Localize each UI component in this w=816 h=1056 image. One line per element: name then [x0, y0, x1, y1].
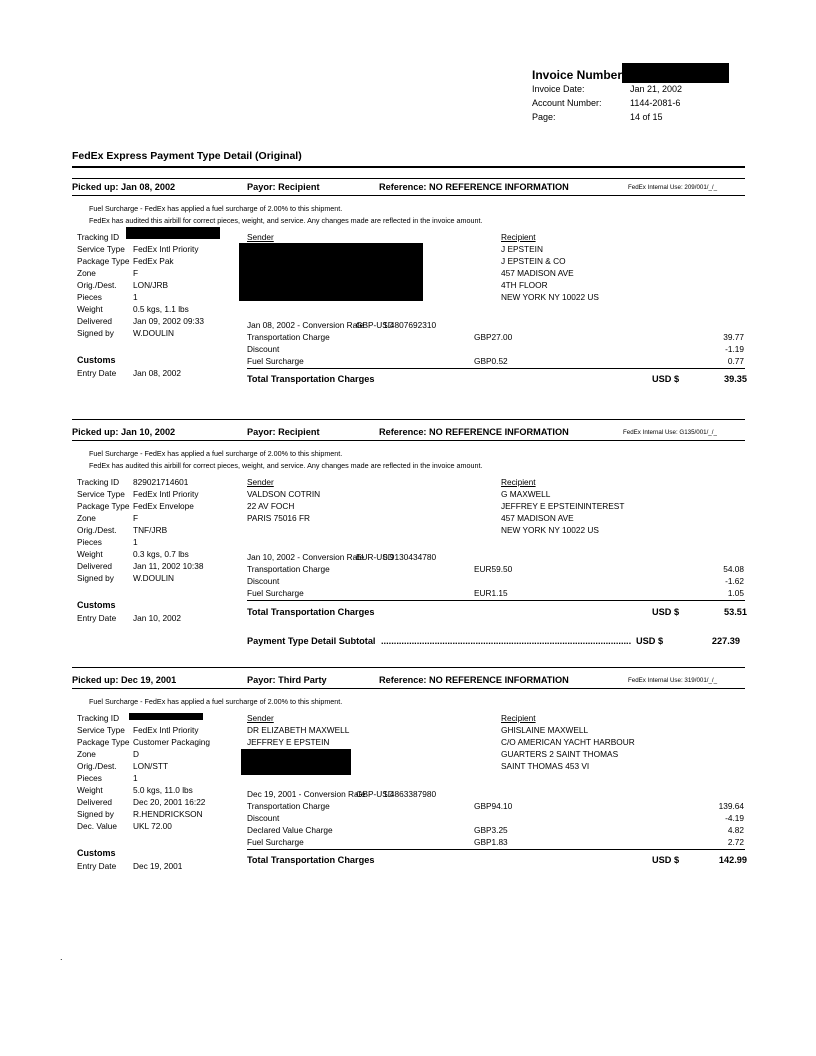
section-header-rule [72, 440, 745, 441]
service-label: Service Type [77, 244, 125, 254]
tracking-id: 829021714601 [133, 477, 189, 487]
discount-label: Discount [247, 576, 280, 586]
conversion-label: Jan 08, 2002 - Conversion Rate [247, 320, 365, 330]
pieces-label: Pieces [77, 537, 102, 547]
discount-usd: -1.62 [725, 576, 744, 586]
conversion-currency: GBP-USD [356, 320, 394, 330]
signed-by: R.HENDRICKSON [133, 809, 203, 819]
total-currency: USD $ [652, 607, 680, 617]
payor: Payor: Third Party [247, 675, 327, 685]
total-rule [247, 600, 745, 601]
note-fuel: Fuel Surcharge - FedEx has applied a fuel surcharge of 2.00% to this shipment. [89, 697, 343, 706]
sender-line: 22 AV FOCH [247, 501, 295, 511]
subtotal-label: Payment Type Detail Subtotal [247, 636, 376, 646]
recipient-line: 457 MADISON AVE [501, 268, 574, 278]
pieces: 1 [133, 537, 138, 547]
page-number: 14 of 15 [630, 112, 663, 122]
conversion-currency: GBP-USD [356, 789, 394, 799]
total-amount: 39.35 [724, 374, 747, 384]
recipient-line: 4TH FLOOR [501, 280, 548, 290]
service-type: FedEx Intl Priority [133, 244, 199, 254]
zone-label: Zone [77, 749, 96, 759]
zone-label: Zone [77, 513, 96, 523]
conversion-currency: EUR-USD [356, 552, 394, 562]
total-label: Total Transportation Charges [247, 607, 375, 617]
reference: Reference: NO REFERENCE INFORMATION [379, 675, 569, 685]
section-top-rule [72, 178, 745, 179]
recipient-line: SAINT THOMAS 453 VI [501, 761, 590, 771]
conversion-rate: 1.4863387980 [383, 789, 437, 799]
sender-label: Sender [247, 713, 274, 723]
recipient-line: 457 MADISON AVE [501, 513, 574, 523]
transport-local: EUR59.50 [474, 564, 513, 574]
entry-date-label: Entry Date [77, 368, 117, 378]
fuel-local: EUR1.15 [474, 588, 508, 598]
signed-label: Signed by [77, 328, 114, 338]
invoice-date-label: Invoice Date: [532, 84, 585, 94]
pieces-label: Pieces [77, 292, 102, 302]
origdest-label: Orig./Dest. [77, 525, 117, 535]
package-label: Package Type [77, 256, 130, 266]
picked-up: Picked up: Jan 10, 2002 [72, 427, 176, 437]
signed-label: Signed by [77, 573, 114, 583]
section-top-rule [72, 667, 745, 668]
discount-usd: -1.19 [725, 344, 744, 354]
weight-label: Weight [77, 304, 103, 314]
service-label: Service Type [77, 489, 125, 499]
orig-dest: TNF/JRB [133, 525, 168, 535]
customs-label: Customs [77, 600, 116, 610]
package-type: Customer Packaging [133, 737, 211, 747]
conversion-rate: 0.9130434780 [383, 552, 437, 562]
account-number: 1144-2081-6 [630, 98, 681, 108]
customs-label: Customs [77, 848, 116, 858]
service-type: FedEx Intl Priority [133, 489, 199, 499]
total-rule [247, 368, 745, 369]
picked-up: Picked up: Jan 08, 2002 [72, 182, 176, 192]
weight: 0.5 kgs, 1.1 lbs [133, 304, 189, 314]
package-type: FedEx Pak [133, 256, 174, 266]
package-label: Package Type [77, 501, 130, 511]
weight-label: Weight [77, 549, 103, 559]
service-type: FedEx Intl Priority [133, 725, 199, 735]
transport-usd: 54.08 [723, 564, 744, 574]
weight: 0.3 kgs, 0.7 lbs [133, 549, 189, 559]
recipient-label: Recipient [501, 713, 536, 723]
transport-usd: 139.64 [718, 801, 744, 811]
package-type: FedEx Envelope [133, 501, 194, 511]
delivered: Jan 09, 2002 09:33 [133, 316, 205, 326]
subtotal-leader: .................................................................................................. [381, 636, 632, 646]
internal-use: FedEx Internal Use: 209/001/_/_ [628, 184, 718, 191]
tracking-label: Tracking ID [77, 477, 120, 487]
internal-use: FedEx Internal Use: G135/001/_/_ [623, 429, 717, 436]
fuel-local: GBP1.83 [474, 837, 508, 847]
entry-date: Jan 08, 2002 [133, 368, 181, 378]
decvalue-label: Dec. Value [77, 821, 117, 831]
transport-local: GBP27.00 [474, 332, 513, 342]
sender-label: Sender [247, 477, 274, 487]
total-currency: USD $ [652, 374, 680, 384]
transport-local: GBP94.10 [474, 801, 513, 811]
payor: Payor: Recipient [247, 182, 320, 192]
total-label: Total Transportation Charges [247, 374, 375, 384]
zone: F [133, 513, 139, 523]
delivered-label: Delivered [77, 561, 113, 571]
fuel-usd: 2.72 [727, 837, 744, 847]
origdest-label: Orig./Dest. [77, 280, 117, 290]
payor: Payor: Recipient [247, 427, 320, 437]
redacted-tracking-id [126, 227, 220, 239]
entry-date-label: Entry Date [77, 861, 117, 871]
redacted-tracking-id [129, 713, 203, 720]
entry-date-label: Entry Date [77, 613, 117, 623]
signed-by: W.DOULIN [133, 328, 175, 338]
signed-label: Signed by [77, 809, 114, 819]
section-header-rule [72, 195, 745, 196]
note-fuel: Fuel Surcharge - FedEx has applied a fuel surcharge of 2.00% to this shipment. [89, 449, 343, 458]
declared-label: Declared Value Charge [247, 825, 333, 835]
invoice-date: Jan 21, 2002 [630, 84, 683, 94]
recipient-line: GUARTERS 2 SAINT THOMAS [501, 749, 619, 759]
redacted-sender [241, 749, 351, 775]
zone-label: Zone [77, 268, 96, 278]
fuel-local: GBP0.52 [474, 356, 508, 366]
sender-line: JEFFREY E EPSTEIN [247, 737, 330, 747]
total-rule [247, 849, 745, 850]
pieces: 1 [133, 773, 138, 783]
orig-dest: LON/JRB [133, 280, 169, 290]
reference: Reference: NO REFERENCE INFORMATION [379, 182, 569, 192]
reference: Reference: NO REFERENCE INFORMATION [379, 427, 569, 437]
total-currency: USD $ [652, 855, 680, 865]
recipient-label: Recipient [501, 232, 536, 242]
transport-label: Transportation Charge [247, 801, 330, 811]
sender-label: Sender [247, 232, 274, 242]
recipient-line: J EPSTEIN [501, 244, 543, 254]
package-label: Package Type [77, 737, 130, 747]
fuel-label: Fuel Surcharge [247, 356, 304, 366]
recipient-line: NEW YORK NY 10022 US [501, 292, 599, 302]
transport-label: Transportation Charge [247, 332, 330, 342]
invoice-number-label: Invoice Number [532, 68, 623, 82]
delivered-label: Delivered [77, 797, 113, 807]
footer-mark: . [60, 952, 63, 962]
fuel-label: Fuel Surcharge [247, 837, 304, 847]
tracking-label: Tracking ID [77, 713, 120, 723]
sender-line: PARIS 75016 FR [247, 513, 311, 523]
recipient-line: NEW YORK NY 10022 US [501, 525, 599, 535]
internal-use: FedEx Internal Use: 319/001/_/_ [628, 677, 718, 684]
note-audit: FedEx has audited this airbill for correct pieces, weight, and service. Any changes made are reflected in the invoice amount. [89, 461, 483, 470]
delivered-label: Delivered [77, 316, 113, 326]
redacted-invoice-number [622, 63, 729, 83]
entry-date: Jan 10, 2002 [133, 613, 181, 623]
conversion-label: Jan 10, 2002 - Conversion Rate [247, 552, 365, 562]
conversion-rate: 1.4807692310 [383, 320, 437, 330]
weight-label: Weight [77, 785, 103, 795]
declared-value: UKL 72.00 [133, 821, 172, 831]
signed-by: W.DOULIN [133, 573, 175, 583]
recipient-line: J EPSTEIN & CO [501, 256, 566, 266]
section-header-rule [72, 688, 745, 689]
delivered: Jan 11, 2002 10:38 [133, 561, 204, 571]
discount-label: Discount [247, 813, 280, 823]
recipient-label: Recipient [501, 477, 536, 487]
note-fuel: Fuel Surcharge - FedEx has applied a fuel surcharge of 2.00% to this shipment. [89, 204, 343, 213]
orig-dest: LON/STT [133, 761, 169, 771]
discount-label: Discount [247, 344, 280, 354]
origdest-label: Orig./Dest. [77, 761, 117, 771]
conversion-label: Dec 19, 2001 - Conversion Rate [247, 789, 366, 799]
picked-up: Picked up: Dec 19, 2001 [72, 675, 177, 685]
title-rule [72, 166, 745, 168]
recipient-line: GHISLAINE MAXWELL [501, 725, 589, 735]
recipient-line: C/O AMERICAN YACHT HARBOUR [501, 737, 635, 747]
subtotal-currency: USD $ [636, 636, 664, 646]
transport-label: Transportation Charge [247, 564, 330, 574]
zone: D [133, 749, 139, 759]
recipient-line: JEFFREY E EPSTEININTEREST [501, 501, 625, 511]
subtotal-amount: 227.39 [711, 636, 740, 646]
sender-line: DR ELIZABETH MAXWELL [247, 725, 350, 735]
declared-local: GBP3.25 [474, 825, 508, 835]
note-audit: FedEx has audited this airbill for correct pieces, weight, and service. Any changes made are reflected in the invoice amount. [89, 216, 483, 225]
sender-line: VALDSON COTRIN [247, 489, 321, 499]
delivered: Dec 20, 2001 16:22 [133, 797, 206, 807]
report-title: FedEx Express Payment Type Detail (Original) [72, 150, 302, 162]
customs-label: Customs [77, 355, 116, 365]
transport-usd: 39.77 [723, 332, 744, 342]
account-number-label: Account Number: [532, 98, 602, 108]
discount-usd: -4.19 [725, 813, 744, 823]
fuel-usd: 1.05 [727, 588, 744, 598]
page-label: Page: [532, 112, 556, 122]
entry-date: Dec 19, 2001 [133, 861, 183, 871]
fuel-label: Fuel Surcharge [247, 588, 304, 598]
service-label: Service Type [77, 725, 125, 735]
tracking-label: Tracking ID [77, 232, 120, 242]
weight: 5.0 kgs, 11.0 lbs [133, 785, 193, 795]
total-amount: 53.51 [724, 607, 747, 617]
recipient-line: G MAXWELL [501, 489, 551, 499]
pieces: 1 [133, 292, 138, 302]
redacted-sender [239, 243, 423, 301]
fuel-usd: 0.77 [727, 356, 744, 366]
zone: F [133, 268, 139, 278]
declared-usd: 4.82 [727, 825, 744, 835]
total-amount: 142.99 [718, 855, 747, 865]
pieces-label: Pieces [77, 773, 102, 783]
section-top-rule [72, 419, 745, 420]
total-label: Total Transportation Charges [247, 855, 375, 865]
